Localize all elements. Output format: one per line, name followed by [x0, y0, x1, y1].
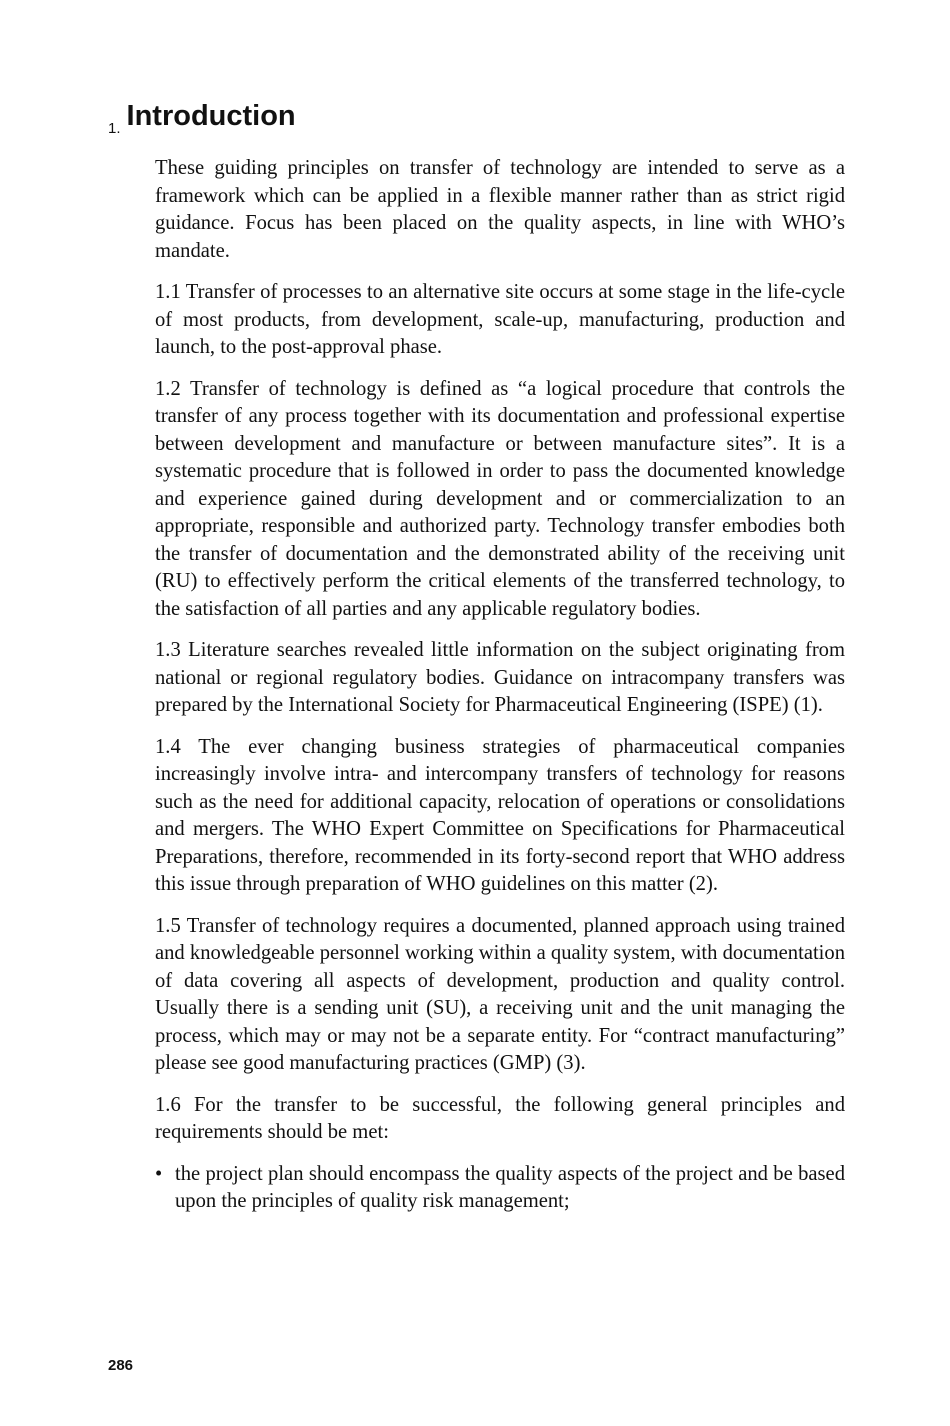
list-item-text: the project plan should encompass the quality aspects of the project and be based upon the principles of quality risk management;: [175, 1162, 845, 1212]
paragraph-1-1: 1.1 Transfer of processes to an alternative site occurs at some stage in the life-cycle of most products, from development, scale-up, manufacturing, production and launch, to the post-approval phase.: [155, 281, 845, 358]
paragraph-1-4: 1.4 The ever changing business strategies of pharmaceutical companies increasingly involve intra- and intercompany transfers of technology for reasons such as the need for additional capacity, relocation of operations or consolidations and mergers. The WHO Expert Committee on Specifications for Pharmaceutical Preparations, therefore, recommended in its forty-second report that WHO address this issue through preparation of WHO guidelines on this matter (2).: [155, 735, 845, 895]
paragraph-1-2: 1.2 Transfer of technology is defined as “a logical procedure that controls the transfer of any process together with its documentation and professional expertise between development and manufacture or between manufacture sites”. It is a systematic procedure that is followed in order to pass the documented knowledge and experience gained during development and or commercialization to an appropriate, responsible and authorized party. Technology transfer embodies both the transfer of documentation and the demonstrated ability of the receiving unit (RU) to effectively perform the critical elements of the transferred technology, to the satisfaction of all parties and any applicable regulatory bodies.: [155, 377, 845, 620]
paragraph-1-5: 1.5 Transfer of technology requires a documented, planned approach using trained and knowledgeable personnel working within a quality system, with documentation of data covering all aspects of development, production and quality control. Usually there is a sending unit (SU), a receiving unit and the unit managing the process, which may or may not be a separate entity. For “contract manufacturing” please see good manufacturing practices (GMP) (3).: [155, 914, 845, 1074]
body-text: [155, 155, 845, 1216]
paragraph-1-3: 1.3 Literature searches revealed little information on the subject originating from national or regional regulatory bodies. Guidance on intracompany transfers was prepared by the International Society for Pharmaceutical Engineering (ISPE) (1).: [155, 639, 845, 716]
section-number: 1.: [108, 120, 121, 137]
requirements-list: [155, 1161, 845, 1216]
page-number: 286: [108, 1357, 134, 1374]
list-item: [155, 1161, 845, 1216]
paragraph-1-6: 1.6 For the transfer to be successful, the following general principles and requirements should be met:: [155, 1093, 845, 1143]
bullet-icon: •: [155, 1162, 163, 1185]
section-heading: [108, 100, 296, 137]
section-title: Introduction: [126, 100, 296, 132]
intro-paragraph: These guiding principles on transfer of technology are intended to serve as a framework which can be applied in a flexible manner rather than as strict rigid guidance. Focus has been placed on the quality aspects, in line with WHO’s mandate.: [155, 157, 845, 262]
